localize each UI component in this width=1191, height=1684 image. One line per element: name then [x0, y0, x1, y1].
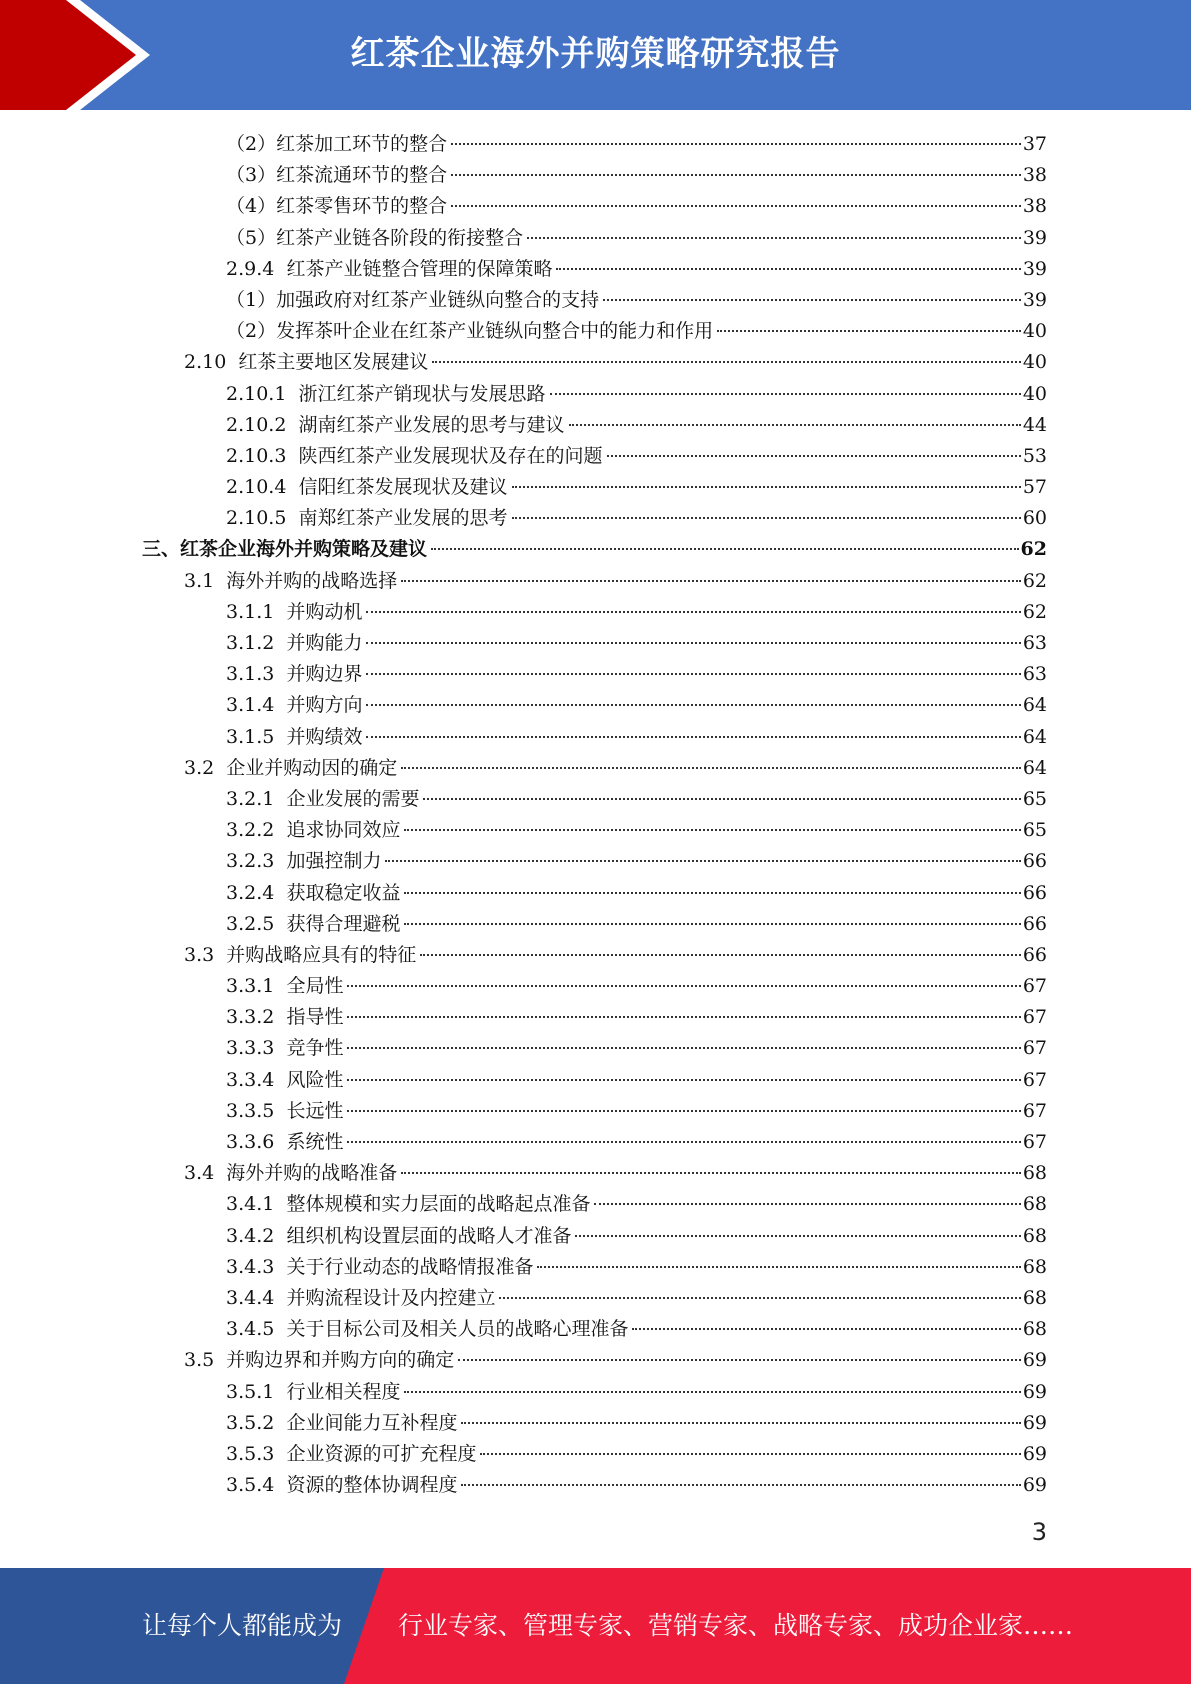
toc-dot-leader [717, 330, 1021, 332]
toc-entry-title: 关于行业动态的战略情报准备 [286, 1255, 534, 1278]
toc-entry[interactable] [0, 160, 1191, 191]
toc-entry[interactable] [0, 503, 1191, 534]
toc-entry-number: 2.10.2 [226, 413, 299, 436]
toc-entry-page: 68 [1022, 1224, 1047, 1247]
toc-entry-number: 3.3.3 [226, 1037, 287, 1060]
toc-entry[interactable] [0, 566, 1191, 597]
toc-entry[interactable] [0, 254, 1191, 285]
toc-dot-leader [404, 829, 1020, 831]
toc-entry-number: 3.4.2 [226, 1224, 287, 1247]
toc-entry-title: 并购战略应具有的特征 [226, 943, 417, 966]
toc-entry-number: （5） [226, 226, 277, 249]
toc-entry-title: 红茶流通环节的整合 [276, 164, 448, 187]
toc-entry[interactable] [0, 379, 1191, 410]
toc-dot-leader [404, 892, 1020, 894]
toc-entry[interactable] [0, 909, 1191, 940]
toc-dot-leader [404, 1391, 1020, 1393]
toc-entry-page: 68 [1022, 1255, 1047, 1278]
toc-entry-number: 3.1.3 [226, 663, 287, 686]
toc-entry-title: 资源的整体协调程度 [286, 1474, 458, 1497]
toc-dot-leader [575, 1235, 1020, 1237]
toc-entry-title: 全局性 [286, 975, 344, 998]
footer-slogan-left: 让每个人都能成为 [142, 1611, 343, 1640]
page-footer [0, 1568, 1191, 1684]
toc-entry-title: 湖南红茶产业发展的思考与建议 [298, 413, 565, 436]
toc-entry-number: （2） [226, 320, 277, 343]
toc-entry-title: 长远性 [286, 1099, 344, 1122]
toc-entry-title: 并购边界和并购方向的确定 [226, 1349, 455, 1372]
toc-entry-page: 63 [1022, 663, 1047, 686]
toc-entry[interactable] [0, 722, 1191, 753]
toc-entry[interactable] [0, 690, 1191, 721]
toc-entry-number: （4） [226, 195, 277, 218]
toc-entry[interactable] [0, 940, 1191, 971]
toc-entry-page: 64 [1022, 694, 1047, 717]
toc-entry[interactable] [0, 1470, 1191, 1501]
toc-entry-page: 67 [1022, 1131, 1047, 1153]
toc-entry-page: 60 [1022, 507, 1047, 530]
toc-entry-number: 2.10.4 [226, 476, 299, 499]
toc-entry-title: 获得合理避税 [286, 912, 401, 935]
toc-dot-leader [366, 736, 1020, 738]
toc-entry-title: 红茶主要地区发展建议 [238, 351, 429, 374]
toc-entry-title: 组织机构设置层面的战略人才准备 [286, 1224, 572, 1247]
toc-entry-title: 竞争性 [286, 1037, 344, 1060]
toc-entry[interactable] [0, 1096, 1191, 1127]
toc-dot-leader [347, 1047, 1020, 1049]
toc-entry-number: （3） [226, 164, 277, 187]
toc-entry-number: 3.2.4 [226, 881, 287, 904]
toc-entry[interactable] [0, 316, 1191, 347]
toc-dot-leader [537, 1266, 1020, 1268]
toc-dot-leader [512, 517, 1021, 519]
toc-entry[interactable] [0, 1314, 1191, 1345]
toc-entry-page: 66 [1022, 850, 1047, 873]
toc-entry[interactable] [0, 1127, 1191, 1158]
toc-entry[interactable] [0, 1408, 1191, 1439]
toc-dot-leader [458, 1359, 1021, 1361]
toc-dot-leader [401, 580, 1021, 582]
toc-entry-page: 67 [1022, 1099, 1047, 1122]
toc-entry[interactable] [0, 1252, 1191, 1283]
toc-entry-number: 3.2.1 [226, 787, 287, 810]
table-of-contents [0, 129, 1191, 1501]
toc-entry-title: 海外并购的战略准备 [226, 1162, 398, 1185]
toc-dot-leader [603, 299, 1021, 301]
toc-entry-number: 3.4.3 [226, 1255, 287, 1278]
toc-entry-number: 3.4.1 [226, 1193, 287, 1216]
toc-entry-number: （1） [226, 288, 277, 311]
toc-entry-number: 三、 [142, 538, 181, 561]
toc-entry-title: 并购边界 [286, 663, 363, 686]
toc-entry-title: 并购绩效 [286, 725, 363, 748]
toc-entry[interactable] [0, 878, 1191, 909]
toc-entry-number: 3.1.5 [226, 725, 287, 748]
toc-entry-page: 68 [1022, 1286, 1047, 1309]
page-header [0, 0, 1191, 110]
toc-entry-title: 红茶产业链整合管理的保障策略 [286, 257, 553, 280]
toc-entry-title: 系统性 [286, 1131, 344, 1153]
toc-entry-title: 红茶加工环节的整合 [276, 133, 448, 155]
toc-dot-leader [556, 268, 1020, 270]
toc-entry-number: 3.4.5 [226, 1318, 287, 1341]
toc-entry-number: 3.1.2 [226, 632, 287, 654]
toc-entry[interactable] [0, 472, 1191, 503]
toc-entry[interactable] [0, 1158, 1191, 1189]
toc-entry-title: 获取稳定收益 [286, 881, 401, 904]
toc-entry-number: 3.4.4 [226, 1286, 287, 1309]
toc-entry-page: 69 [1022, 1442, 1047, 1465]
toc-entry-title: 红茶零售环节的整合 [276, 195, 448, 218]
toc-dot-leader [404, 923, 1020, 925]
toc-entry-number: 3.4 [184, 1162, 227, 1185]
toc-entry-number: 2.10 [184, 351, 239, 374]
toc-entry-number: 2.10.1 [226, 382, 299, 405]
toc-dot-leader [385, 860, 1020, 862]
toc-entry-page: 67 [1022, 1006, 1047, 1029]
toc-entry-title: 企业间能力互补程度 [286, 1411, 458, 1434]
toc-entry-number: 3.3.1 [226, 975, 287, 998]
toc-dot-leader [366, 704, 1020, 706]
toc-entry-page: 69 [1022, 1380, 1047, 1403]
toc-entry-number: 3.3.6 [226, 1131, 287, 1153]
toc-dot-leader [432, 361, 1020, 363]
toc-entry[interactable] [0, 815, 1191, 846]
toc-entry-number: 3.3.5 [226, 1099, 287, 1122]
toc-entry[interactable] [0, 347, 1191, 378]
toc-entry-number: 2.10.3 [226, 444, 299, 467]
toc-entry-page: 64 [1022, 725, 1047, 748]
toc-entry-page: 66 [1022, 881, 1047, 904]
toc-entry-number: 3.2.5 [226, 912, 287, 935]
toc-entry-title: 整体规模和实力层面的战略起点准备 [286, 1193, 591, 1216]
toc-entry[interactable] [0, 753, 1191, 784]
toc-entry-number: 3.5.3 [226, 1442, 287, 1465]
toc-entry[interactable] [0, 1065, 1191, 1096]
toc-dot-leader [347, 1079, 1020, 1081]
toc-entry-title: 红茶产业链各阶段的衔接整合 [276, 226, 524, 249]
toc-entry-page: 66 [1022, 912, 1047, 935]
toc-entry-number: 3.5.4 [226, 1474, 287, 1497]
toc-dot-leader [401, 1172, 1021, 1174]
toc-entry-number: 3.1.4 [226, 694, 287, 717]
toc-entry-title: 并购能力 [286, 632, 363, 654]
toc-entry-title: 南郑红茶产业发展的思考 [298, 507, 508, 530]
toc-entry-title: 并购流程设计及内控建立 [286, 1286, 496, 1309]
toc-entry-title: 企业发展的需要 [286, 787, 420, 810]
toc-entry-page: 39 [1022, 257, 1047, 280]
toc-entry[interactable] [0, 971, 1191, 1002]
toc-dot-leader [451, 143, 1021, 145]
toc-entry-page: 38 [1022, 164, 1047, 187]
toc-entry[interactable] [0, 659, 1191, 690]
toc-entry-title: 追求协同效应 [286, 819, 401, 842]
toc-entry-page: 40 [1022, 351, 1047, 374]
toc-entry[interactable] [0, 1221, 1191, 1252]
toc-dot-leader [366, 611, 1020, 613]
toc-entry-title: 风险性 [286, 1068, 344, 1091]
toc-entry-title: 浙江红茶产销现状与发展思路 [298, 382, 546, 405]
toc-entry-page: 68 [1022, 1193, 1047, 1216]
toc-entry[interactable] [0, 1189, 1191, 1220]
toc-dot-leader [461, 1484, 1020, 1486]
toc-dot-leader [347, 985, 1020, 987]
toc-entry-title: 企业资源的可扩充程度 [286, 1442, 477, 1465]
toc-entry[interactable] [0, 191, 1191, 222]
toc-entry[interactable] [0, 1439, 1191, 1470]
toc-entry[interactable] [0, 534, 1191, 565]
toc-dot-leader [461, 1422, 1020, 1424]
toc-entry-number: 3.5.1 [226, 1380, 287, 1403]
toc-entry[interactable] [0, 1345, 1191, 1376]
toc-dot-leader [423, 798, 1020, 800]
toc-dot-leader [607, 455, 1021, 457]
toc-dot-leader [480, 1453, 1020, 1455]
toc-dot-leader [347, 1141, 1020, 1143]
toc-entry-number: 2.9.4 [226, 257, 287, 280]
toc-entry-number: 3.2 [184, 756, 227, 779]
toc-entry-number: 3.5.2 [226, 1411, 287, 1434]
toc-entry-title: 海外并购的战略选择 [226, 569, 398, 592]
toc-entry-page: 64 [1022, 756, 1047, 779]
toc-dot-leader [499, 1297, 1020, 1299]
toc-entry-number: 3.3.4 [226, 1068, 287, 1091]
toc-entry[interactable] [0, 1283, 1191, 1314]
toc-entry-number: 2.10.5 [226, 507, 299, 530]
toc-entry-page: 37 [1022, 133, 1047, 155]
toc-entry[interactable] [0, 223, 1191, 254]
toc-entry-number: 3.3 [184, 943, 227, 966]
toc-dot-leader [451, 205, 1021, 207]
toc-entry-number: 3.3.2 [226, 1006, 287, 1029]
toc-entry[interactable] [0, 1377, 1191, 1408]
toc-entry-page: 62 [1020, 538, 1047, 561]
toc-entry-page: 44 [1022, 413, 1047, 436]
toc-entry-page: 67 [1022, 1037, 1047, 1060]
toc-entry[interactable] [0, 597, 1191, 628]
toc-entry[interactable] [0, 410, 1191, 441]
toc-entry-page: 67 [1022, 975, 1047, 998]
toc-entry-title: 并购方向 [286, 694, 363, 717]
toc-entry-number: 3.5 [184, 1349, 227, 1372]
toc-entry-title: 陕西红茶产业发展现状及存在的问题 [298, 444, 603, 467]
toc-entry-page: 67 [1022, 1068, 1047, 1091]
toc-entry[interactable] [0, 129, 1191, 160]
toc-dot-leader [366, 642, 1020, 644]
toc-entry-title: 信阳红茶发展现状及建议 [298, 476, 508, 499]
toc-entry[interactable] [0, 285, 1191, 316]
toc-entry[interactable] [0, 628, 1191, 659]
toc-entry-page: 40 [1022, 382, 1047, 405]
toc-entry-page: 68 [1022, 1318, 1047, 1341]
toc-entry-title: 行业相关程度 [286, 1380, 401, 1403]
toc-entry-title: 红茶企业海外并购策略及建议 [180, 538, 428, 561]
toc-dot-leader [347, 1016, 1020, 1018]
toc-entry-title: 加强政府对红茶产业链纵向整合的支持 [276, 288, 600, 311]
toc-dot-leader [550, 393, 1021, 395]
toc-entry-page: 65 [1022, 787, 1047, 810]
toc-dot-leader [451, 174, 1021, 176]
toc-dot-leader [632, 1328, 1020, 1330]
toc-entry-title: 发挥茶叶企业在红茶产业链纵向整合中的能力和作用 [276, 320, 714, 343]
toc-dot-leader [527, 237, 1021, 239]
toc-entry-title: 企业并购动因的确定 [226, 756, 398, 779]
toc-entry-page: 68 [1022, 1162, 1047, 1185]
footer-slogan-right: 行业专家、管理专家、营销专家、战略专家、成功企业家…… [398, 1611, 1074, 1640]
toc-entry-title: 加强控制力 [286, 850, 382, 873]
toc-entry-page: 69 [1022, 1349, 1047, 1372]
toc-dot-leader [401, 767, 1021, 769]
toc-entry-page: 53 [1022, 444, 1047, 467]
toc-entry-page: 62 [1022, 600, 1047, 623]
toc-entry[interactable] [0, 1033, 1191, 1064]
toc-entry-page: 62 [1022, 569, 1047, 592]
toc-entry-number: 3.2.3 [226, 850, 287, 873]
toc-entry-title: 关于目标公司及相关人员的战略心理准备 [286, 1318, 629, 1341]
toc-entry-page: 57 [1022, 476, 1047, 499]
toc-entry[interactable] [0, 1002, 1191, 1033]
toc-entry-number: 3.2.2 [226, 819, 287, 842]
page-number: 3 [1031, 1518, 1047, 1546]
toc-dot-leader [512, 486, 1021, 488]
toc-entry-title: 并购动机 [286, 600, 363, 623]
toc-entry-title: 指导性 [286, 1006, 344, 1029]
toc-dot-leader [420, 954, 1021, 956]
toc-entry-page: 38 [1022, 195, 1047, 218]
toc-entry-page: 69 [1022, 1474, 1047, 1497]
toc-entry-page: 39 [1022, 226, 1047, 249]
toc-entry[interactable] [0, 784, 1191, 815]
toc-dot-leader [347, 1110, 1020, 1112]
page-title: 红茶企业海外并购策略研究报告 [350, 34, 841, 74]
toc-dot-leader [366, 673, 1020, 675]
toc-entry[interactable] [0, 846, 1191, 877]
toc-entry-number: 3.1.1 [226, 600, 287, 623]
toc-dot-leader [569, 424, 1021, 426]
toc-entry-page: 63 [1022, 632, 1047, 654]
toc-entry[interactable] [0, 441, 1191, 472]
toc-dot-leader [594, 1203, 1020, 1205]
toc-entry-page: 69 [1022, 1411, 1047, 1434]
toc-entry-page: 39 [1022, 288, 1047, 311]
toc-entry-page: 66 [1022, 943, 1047, 966]
toc-entry-page: 65 [1022, 819, 1047, 842]
toc-dot-leader [431, 548, 1019, 550]
toc-entry-number: 3.1 [184, 569, 227, 592]
toc-entry-number: （2） [226, 133, 277, 155]
toc-entry-page: 40 [1022, 320, 1047, 343]
